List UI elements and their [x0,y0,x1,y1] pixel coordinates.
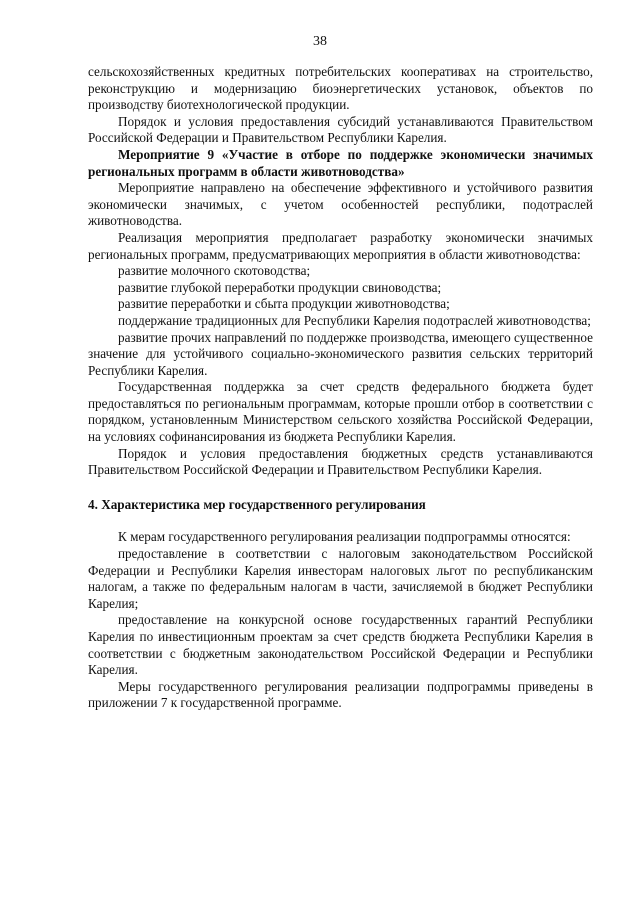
paragraph: Мероприятие направлено на обеспечение эффективного и устойчивого развития экономически значимых, с учетом особенностей республики, подотраслей животноводства. [88,180,593,229]
list-item: развитие переработки и сбыта продукции животноводства; [118,296,450,312]
page-number: 38 [313,34,327,49]
measure-heading: Мероприятие 9 «Участие в отборе по поддержке экономически значимых региональных программ в области животноводства» [88,146,593,179]
section-title: 4. Характеристика мер государственного регулирования [88,496,426,512]
paragraph: К мерам государственного регулирования реализации подпрограммы относятся: [118,529,571,545]
list-item: развитие прочих направлений по поддержке производства, имеющего существенное значение для устойчивого социально-экономического развития сельских территорий Республики Карелия. [88,329,593,378]
paragraph: Меры государственного регулирования реализации подпрограммы приведены в приложении 7 к государственной программе. [88,678,593,711]
list-item: развитие глубокой переработки продукции свиноводства; [118,279,442,295]
list-item: поддержание традиционных для Республики Карелия подотраслей животноводства; [118,312,591,328]
paragraph: сельскохозяйственных кредитных потребительских кооперативах на строительство, реконструкцию и модернизацию биоэнергетических установок, объектов по производству биотехнологической продукции. [88,64,593,113]
document-body [88,64,593,712]
list-item: предоставление на конкурсной основе государственных гарантий Республики Карелия по инвестиционным проектам за счет средств бюджета Республики Карелия в соответствии с бюджетным законодательством Российской Федерации и Республики Карелия. [88,612,593,678]
paragraph: Государственная поддержка за счет средств федерального бюджета будет предоставляться по региональным программам, которые прошли отбор в соответствии с порядком, установленным Министерством сельского хозяйства Российской Федерации, на условиях софинансирования из бюджета Республики Карелия. [88,379,593,445]
paragraph: Порядок и условия предоставления субсидий устанавливаются Правительством Российской Федерации и Правительством Республики Карелия. [88,113,593,146]
list-item: развитие молочного скотоводства; [118,263,311,279]
paragraph: Порядок и условия предоставления бюджетных средств устанавливаются Правительством Российской Федерации и Правительством Республики Карелия. [88,445,593,478]
paragraph: Реализация мероприятия предполагает разработку экономически значимых региональных программ, предусматривающих мероприятия в области животноводства: [88,229,593,262]
list-item: предоставление в соответствии с налоговым законодательством Российской Федерации и Республики Карелия инвесторам налоговых льгот по республиканским налогам, а также по федеральным налогам в части, зачисляемой в бюджет Республики Карелия; [88,546,593,611]
